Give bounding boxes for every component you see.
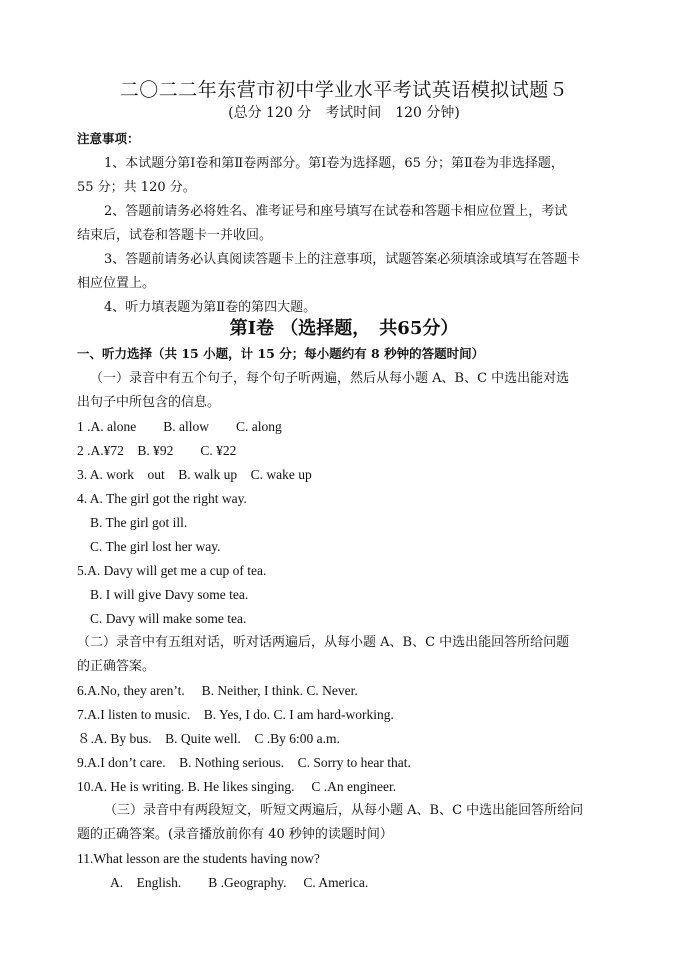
question-9: 9.A.I don’t care. B. Nothing serious. C. Sorry to hear that. xyxy=(77,755,411,770)
subsection-1-instructions-cont: 出句子中所包含的信息。 xyxy=(77,395,221,410)
question-7: 7.A.I listen to music. B. Yes, I do. C. I am hard-working. xyxy=(77,707,394,722)
notes-item-4: 4、听力填表题为第Ⅱ卷的第四大题。 xyxy=(104,300,317,315)
question-3: 3. A. work out B. walk up C. wake up xyxy=(77,467,312,482)
part-1-title: 第Ⅰ卷 （选择题， 共65分） xyxy=(229,318,459,339)
question-4: 4. A. The girl got the right way. xyxy=(77,491,247,506)
question-5-option-c: C. Davy will make some tea. xyxy=(90,611,247,626)
notes-item-3: 3、答题前请务必认真阅读答题卡上的注意事项，试题答案必须填涂或填写在答题卡 xyxy=(104,252,581,267)
question-5-option-b: B. I will give Davy some tea. xyxy=(90,587,249,602)
subsection-1-instructions: （一）录音中有五个句子，每个句子听两遍，然后从每小题 A、B、C 中选出能对选 xyxy=(90,371,570,386)
question-1: 1 .A. alone B. allow C. along xyxy=(77,419,282,434)
question-5: 5.A. Davy will get me a cup of tea. xyxy=(77,563,267,578)
question-6: 6.A.No, they aren’t. B. Neither, I think. C. Never. xyxy=(77,683,358,698)
notes-item-1-cont: 55 分；共 120 分。 xyxy=(77,180,196,195)
document-subtitle: (总分 120 分 考试时间 120 分钟) xyxy=(228,105,460,121)
notes-item-2: 2、答题前请务必将姓名、准考证号和座号填写在试卷和答题卡相应位置上，考试 xyxy=(104,204,568,219)
subsection-3-instructions-cont: 题的正确答案。(录音播放前你有 40 秒钟的读题时间） xyxy=(77,827,393,842)
subsection-3-instructions: （三）录音中有两段短文，听短文两遍后，从每小题 A、B、C 中选出能回答所给问 xyxy=(104,803,584,818)
subsection-2-instructions-cont: 的正确答案。 xyxy=(77,659,156,674)
notes-item-1: 1、本试题分第Ⅰ卷和第Ⅱ卷两部分。第Ⅰ卷为选择题，65 分；第Ⅱ卷为非选择题， xyxy=(104,156,564,171)
question-11: 11.What lesson are the students having now? xyxy=(77,851,320,866)
question-2: 2 .A.¥72 B. ¥92 C. ¥22 xyxy=(77,443,237,458)
section-1-heading: 一、听力选择（共 15 小题，计 15 分；每小题约有 8 秒钟的答题时间） xyxy=(77,346,485,361)
question-4-option-b: B. The girl got ill. xyxy=(90,515,188,530)
notes-item-2-cont: 结束后，试卷和答题卡一并收回。 xyxy=(77,228,273,243)
question-8: ８.A. By bus. B. Quite well. C .By 6:00 a.m. xyxy=(77,731,340,746)
question-10: 10.A. He is writing. B. He likes singing. C .An engineer. xyxy=(77,779,397,794)
notes-item-3-cont: 相应位置上。 xyxy=(77,276,156,291)
document-title: 二〇二二年东营市初中学业水平考试英语模拟试题５ xyxy=(119,79,569,101)
subsection-2-instructions: （二）录音中有五组对话，听对话两遍后，从每小题 A、B、C 中选出能回答所给问题 xyxy=(77,635,570,650)
question-4-option-c: C. The girl lost her way. xyxy=(90,539,221,554)
notes-heading: 注意事项： xyxy=(77,131,140,146)
question-11-options: A. English. B .Geography. C. America. xyxy=(110,875,369,890)
